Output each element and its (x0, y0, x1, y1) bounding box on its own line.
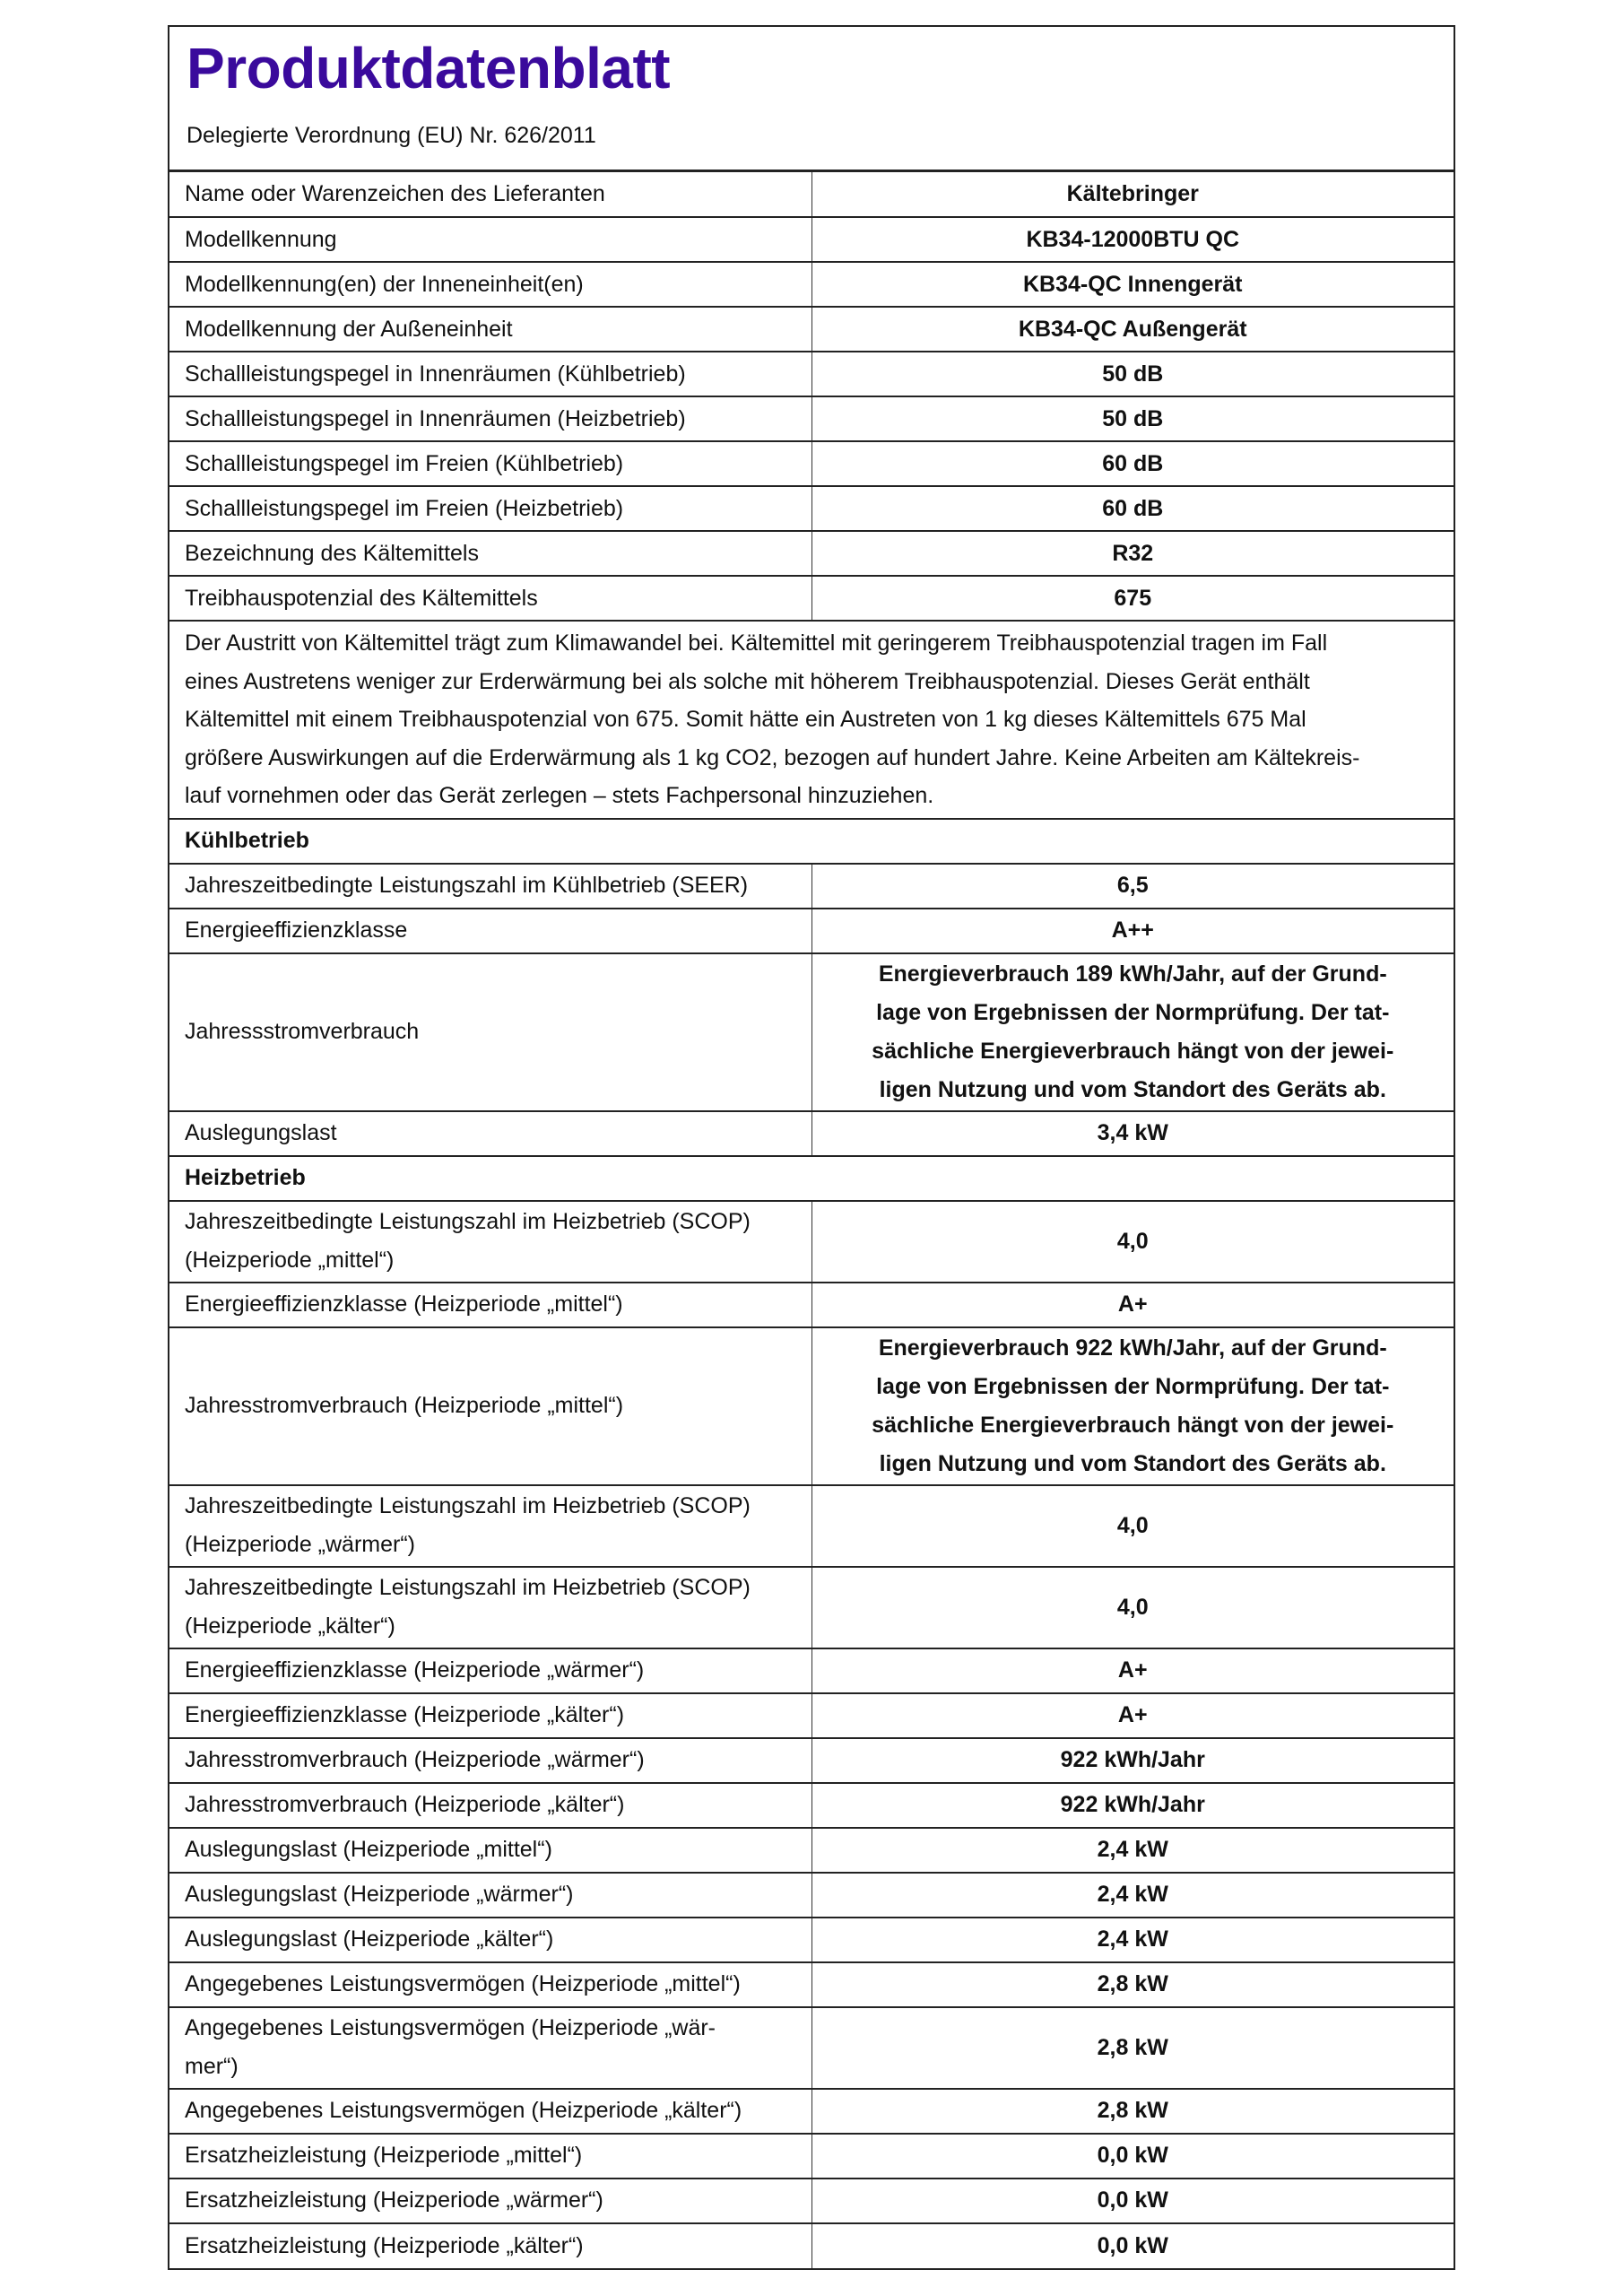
row-value: 922 kWh/Jahr (812, 1738, 1454, 1783)
table-row (169, 217, 1454, 262)
row-label: Energieeffizienzklasse (169, 909, 812, 953)
refrigerant-notice (169, 621, 1454, 819)
label-line: (Heizperiode „kälter“) (185, 1613, 395, 1639)
row-label: Jahresstromverbrauch (Heizperiode „mittel“) (169, 1327, 812, 1485)
row-value: 2,8 kW (812, 2007, 1454, 2089)
table-row (169, 486, 1454, 531)
notice-line: lauf vornehmen oder das Gerät zerlegen – stets Fachpersonal hinzuziehen. (185, 783, 934, 808)
row-label: Jahressstromverbrauch (169, 953, 812, 1111)
table-row (169, 2179, 1454, 2223)
row-value: 675 (812, 576, 1454, 621)
row-label: Schallleistungspegel in Innenräumen (Kühlbetrieb) (169, 352, 812, 396)
table-row (169, 531, 1454, 576)
row-label: Jahreszeitbedingte Leistungszahl im Kühlbetrieb (SEER) (169, 864, 812, 909)
table-row (169, 1962, 1454, 2007)
row-label: Ersatzheizleistung (Heizperiode „mittel“) (169, 2134, 812, 2179)
table-row (169, 172, 1454, 217)
row-value: 2,8 kW (812, 1962, 1454, 2007)
table-row (169, 2089, 1454, 2134)
table-row (169, 1327, 1454, 1485)
row-label: Jahresstromverbrauch (Heizperiode „wärmer“) (169, 1738, 812, 1783)
section-heading: Kühlbetrieb (169, 819, 1454, 864)
table-row (169, 1828, 1454, 1873)
page-title: Produktdatenblatt (187, 36, 671, 100)
row-value (812, 953, 1454, 1111)
row-value: 4,0 (812, 1201, 1454, 1283)
notice-line: eines Austretens weniger zur Erderwärmung bei als solche mit höherem Treibhauspotenzial. Dieses Gerät enthält (185, 668, 1310, 694)
table-row (169, 864, 1454, 909)
row-value: 922 kWh/Jahr (812, 1783, 1454, 1828)
row-value: KB34-12000BTU QC (812, 217, 1454, 262)
row-value: Kältebringer (812, 172, 1454, 217)
row-label: Ersatzheizleistung (Heizperiode „kälter“) (169, 2223, 812, 2268)
row-label: Schallleistungspegel in Innenräumen (Heizbetrieb) (169, 396, 812, 441)
table-row (169, 2223, 1454, 2268)
row-label (169, 1201, 812, 1283)
product-data-sheet (168, 25, 1455, 2270)
specs-table (169, 172, 1454, 2268)
row-value: A+ (812, 1648, 1454, 1693)
row-label (169, 1485, 812, 1567)
row-value: 60 dB (812, 441, 1454, 486)
row-value: 4,0 (812, 1567, 1454, 1648)
row-value: 60 dB (812, 486, 1454, 531)
row-label: Auslegungslast (169, 1111, 812, 1156)
value-line: lage von Ergebnissen der Normprüfung. Der tat- (876, 1373, 1390, 1399)
section-header-cooling (169, 819, 1454, 864)
table-row (169, 1738, 1454, 1783)
label-line: (Heizperiode „mittel“) (185, 1248, 395, 1273)
row-value: 6,5 (812, 864, 1454, 909)
row-label: Name oder Warenzeichen des Lieferanten (169, 172, 812, 217)
title-block (169, 27, 1454, 172)
value-line: Energieverbrauch 189 kWh/Jahr, auf der Grund- (878, 961, 1387, 987)
row-label: Ersatzheizleistung (Heizperiode „wärmer“) (169, 2179, 812, 2223)
label-line: mer“) (185, 2054, 239, 2079)
row-value: 0,0 kW (812, 2179, 1454, 2223)
table-row (169, 1201, 1454, 1283)
notice-line: größere Auswirkungen auf die Erderwärmung als 1 kg CO2, bezogen auf hundert Jahre. Keine Arbeiten am Kältekreis- (185, 744, 1360, 770)
table-row (169, 1918, 1454, 1962)
row-value: KB34-QC Außengerät (812, 307, 1454, 352)
table-row (169, 1485, 1454, 1567)
table-row (169, 953, 1454, 1111)
table-row (169, 1283, 1454, 1327)
table-row (169, 262, 1454, 307)
row-value: R32 (812, 531, 1454, 576)
refrigerant-notice-row (169, 621, 1454, 819)
row-label: Auslegungslast (Heizperiode „mittel“) (169, 1828, 812, 1873)
table-row (169, 576, 1454, 621)
row-value: A+ (812, 1693, 1454, 1738)
section-heading: Heizbetrieb (169, 1156, 1454, 1201)
row-label: Schallleistungspegel im Freien (Kühlbetrieb) (169, 441, 812, 486)
label-line: Jahreszeitbedingte Leistungszahl im Heizbetrieb (SCOP) (185, 1209, 751, 1234)
value-line: sächliche Energieverbrauch hängt von der jewei- (872, 1412, 1394, 1438)
table-row (169, 441, 1454, 486)
value-line: ligen Nutzung und vom Standort des Geräts ab. (879, 1450, 1386, 1476)
table-row (169, 1783, 1454, 1828)
value-line: sächliche Energieverbrauch hängt von der jewei- (872, 1038, 1394, 1064)
row-value: 2,4 kW (812, 1828, 1454, 1873)
row-label: Modellkennung (169, 217, 812, 262)
table-row (169, 1111, 1454, 1156)
row-value: 2,4 kW (812, 1873, 1454, 1918)
row-value: KB34-QC Innengerät (812, 262, 1454, 307)
row-value: A++ (812, 909, 1454, 953)
value-line: ligen Nutzung und vom Standort des Geräts ab. (879, 1076, 1386, 1102)
section-header-heating (169, 1156, 1454, 1201)
table-row (169, 2007, 1454, 2089)
value-line: lage von Ergebnissen der Normprüfung. Der tat- (876, 999, 1390, 1025)
row-label: Energieeffizienzklasse (Heizperiode „kälter“) (169, 1693, 812, 1738)
table-row (169, 1873, 1454, 1918)
table-row (169, 307, 1454, 352)
row-label (169, 2007, 812, 2089)
notice-line: Kältemittel mit einem Treibhauspotenzial von 675. Somit hätte ein Austreten von 1 kg dieses Kältemittels 675 Mal (185, 707, 1306, 732)
label-line: (Heizperiode „wärmer“) (185, 1532, 415, 1557)
row-label: Auslegungslast (Heizperiode „wärmer“) (169, 1873, 812, 1918)
label-line: Jahreszeitbedingte Leistungszahl im Heizbetrieb (SCOP) (185, 1575, 751, 1600)
table-row (169, 1693, 1454, 1738)
row-label: Energieeffizienzklasse (Heizperiode „mittel“) (169, 1283, 812, 1327)
row-label: Schallleistungspegel im Freien (Heizbetrieb) (169, 486, 812, 531)
row-value: 50 dB (812, 352, 1454, 396)
label-line: Jahreszeitbedingte Leistungszahl im Heizbetrieb (SCOP) (185, 1493, 751, 1518)
table-row (169, 396, 1454, 441)
row-label (169, 1567, 812, 1648)
row-value: 2,4 kW (812, 1918, 1454, 1962)
notice-line: Der Austritt von Kältemittel trägt zum Klimawandel bei. Kältemittel mit geringerem Treibhauspotenzial tragen im Fall (185, 631, 1328, 656)
row-label: Bezeichnung des Kältemittels (169, 531, 812, 576)
regulation-reference: Delegierte Verordnung (EU) Nr. 626/2011 (187, 123, 596, 148)
row-value: 0,0 kW (1097, 2232, 1168, 2258)
row-value: A+ (812, 1283, 1454, 1327)
table-row (169, 2134, 1454, 2179)
label-line: Angegebenes Leistungsvermögen (Heizperiode „wär- (185, 2015, 716, 2040)
row-label: Modellkennung(en) der Inneneinheit(en) (169, 262, 812, 307)
row-value: 0,0 kW (812, 2134, 1454, 2179)
row-value (812, 1327, 1454, 1485)
row-label: Angegebenes Leistungsvermögen (Heizperiode „mittel“) (169, 1962, 812, 2007)
table-row (169, 909, 1454, 953)
row-label: Energieeffizienzklasse (Heizperiode „wärmer“) (169, 1648, 812, 1693)
row-label: Auslegungslast (Heizperiode „kälter“) (169, 1918, 812, 1962)
row-value: 2,8 kW (812, 2089, 1454, 2134)
table-row (169, 1567, 1454, 1648)
value-line: Energieverbrauch 922 kWh/Jahr, auf der Grund- (878, 1335, 1387, 1361)
row-label: Treibhauspotenzial des Kältemittels (169, 576, 812, 621)
row-value: 4,0 (812, 1485, 1454, 1567)
table-row (169, 352, 1454, 396)
row-value: 3,4 kW (812, 1111, 1454, 1156)
row-label: Modellkennung der Außeneinheit (169, 307, 812, 352)
row-label: Angegebenes Leistungsvermögen (Heizperiode „kälter“) (169, 2089, 812, 2134)
table-row (169, 1648, 1454, 1693)
row-label: Jahresstromverbrauch (Heizperiode „kälter“) (169, 1783, 812, 1828)
row-value: 50 dB (812, 396, 1454, 441)
